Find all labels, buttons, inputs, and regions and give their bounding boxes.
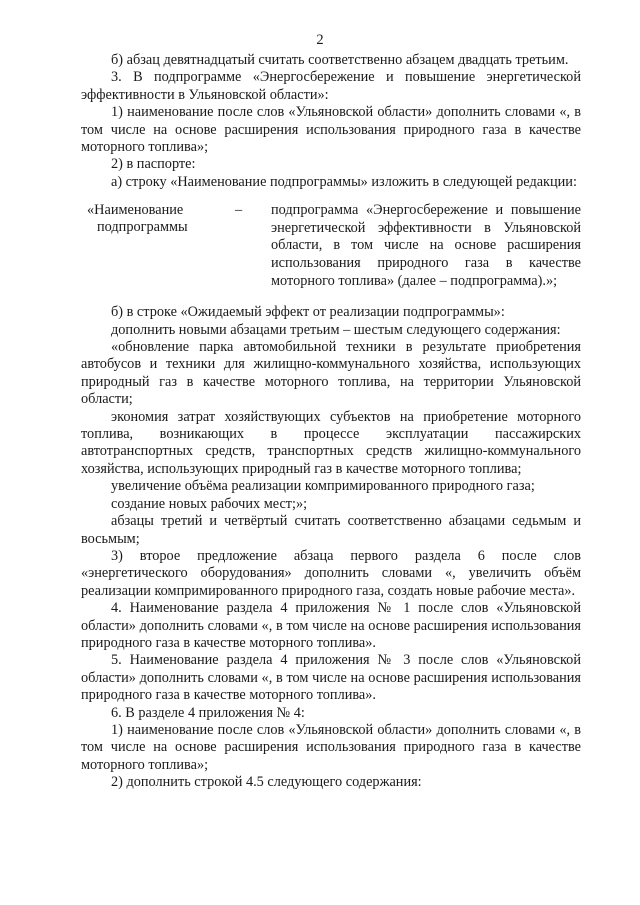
paragraph: а) строку «Наименование подпрограммы» изложить в следующей редакции:	[111, 173, 577, 190]
paragraph: б) в строке «Ожидаемый эффект от реализации подпрограммы»:	[111, 304, 505, 321]
paragraph: 1) наименование после слов «Ульяновской области» дополнить словами «, в том числе на основе расширения использования природного газа в качестве моторного топлива»;	[81, 104, 581, 156]
row-dash: –	[235, 202, 243, 219]
paragraph: б) абзац девятнадцатый считать соответственно абзацем двадцать третьим.	[111, 52, 569, 68]
paragraph: создание новых рабочих мест;»;	[111, 495, 308, 512]
paragraph: «обновление парка автомобильной техники в результате приобретения автобусов и техники для жилищно-коммунального хозяйства, использующих природный газ в качестве моторного топлива, на территории Ульяновской области;	[81, 339, 581, 408]
paragraph: 2) в паспорте:	[111, 156, 196, 173]
document-body	[81, 52, 581, 792]
program-name-row	[81, 202, 581, 290]
paragraph: абзацы третий и четвёртый считать соответственно абзацами седьмым и восьмым;	[81, 513, 581, 547]
paragraph: 3. В подпрограмме «Энергосбережение и повышение энергетической эффективности в Ульяновской области»:	[81, 69, 581, 103]
paragraph: 2) дополнить строкой 4.5 следующего содержания:	[111, 774, 422, 791]
paragraph: увеличение объёма реализации компримированного природного газа;	[111, 478, 535, 495]
paragraph: дополнить новыми абзацами третьим – шестым следующего содержания:	[111, 321, 561, 338]
paragraph: 6. В разделе 4 приложения № 4:	[111, 704, 305, 721]
paragraph: 5. Наименование раздела 4 приложения № 3 после слов «Ульяновской области» дополнить словами «, в том числе на основе расширения использования природного газа в качестве моторного топлива».	[81, 652, 581, 704]
row-label	[81, 202, 235, 290]
row-label-line: «Наименование	[87, 202, 184, 219]
row-value: подпрограмма «Энергосбережение и повышение энергетической эффективности в Ульяновской области, в том числе на основе расширения использования природного газа в качестве моторного топлива» (далее – подпрограмма).»;	[271, 202, 581, 289]
paragraph: 4. Наименование раздела 4 приложения № 1 после слов «Ульяновской области» дополнить словами «, в том числе на основе расширения использования природного газа в качестве моторного топлива».	[81, 600, 581, 651]
paragraph: 3) второе предложение абзаца первого раздела 6 после слов «энергетического оборудования» дополнить словами «, увеличить объём реализации компримированного природного газа, создать новые рабочие места».	[81, 547, 581, 599]
page-number: 2	[316, 32, 324, 48]
row-label-line: подпрограммы	[97, 219, 188, 236]
paragraph: экономия затрат хозяйствующих субъектов на приобретение моторного топлива, возникающих в процессе эксплуатации пассажирских автотранспортных средств, транспортных средств жилищно-коммунального хозяйства, использующих природный газ в качестве моторного топлива;	[81, 408, 581, 477]
paragraph: 1) наименование после слов «Ульяновской области» дополнить словами «, в том числе на основе расширения использования природного газа в качестве моторного топлива»;	[81, 721, 581, 773]
